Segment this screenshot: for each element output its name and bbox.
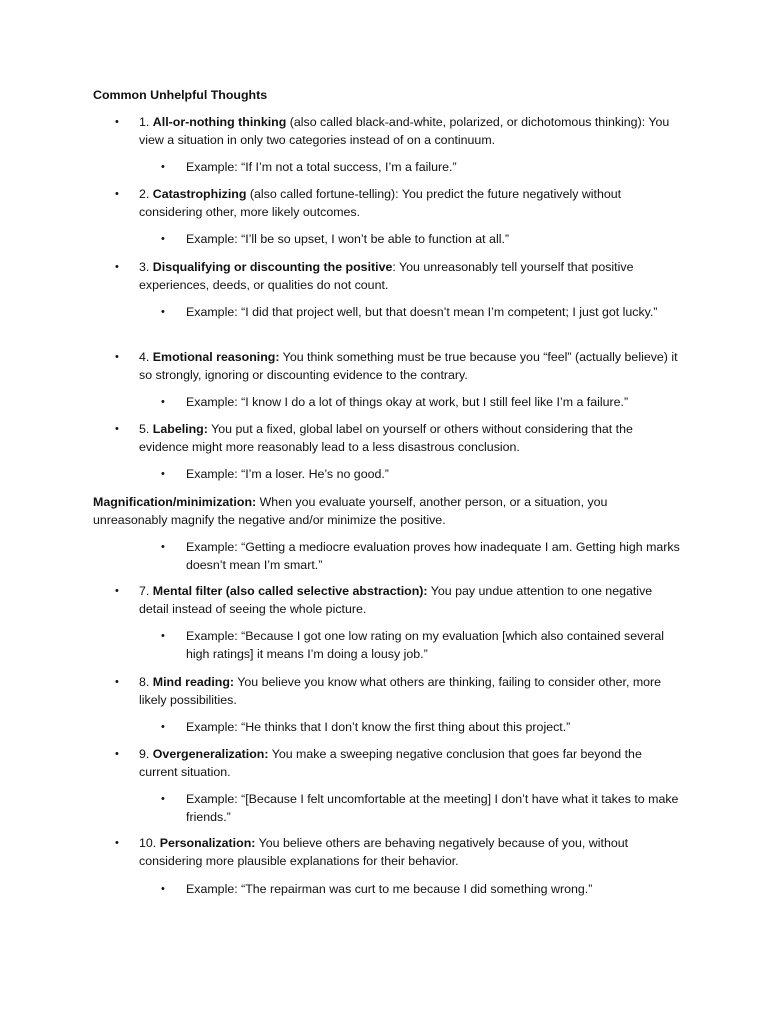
item-term: Personalization: [159, 836, 256, 850]
item-description: You believe others are behaving negatively because of you, without considering more plausible explanations for their behavior. [139, 836, 629, 868]
paragraph-description: When you evaluate yourself, another person, or a situation, you unreasonably magnify the negative and/or minimize the positive. [93, 495, 608, 527]
sub-bullet: • [161, 793, 165, 805]
sub-bullet: • [161, 233, 165, 245]
example-text: Example: “If I’m not a total success, I’m a failure.” [186, 160, 457, 174]
bullet: • [115, 351, 119, 363]
item-description: You think something must be true because you “feel” (actually believe) it so strongly, ignoring or discounting evidence to the contrary. [139, 350, 678, 382]
item-term: Emotional reasoning: [152, 350, 280, 364]
bullet: • [115, 676, 119, 688]
list-item [139, 186, 679, 221]
item-number: 10. [139, 836, 157, 850]
sub-bullet: • [161, 396, 165, 408]
list-item [139, 835, 679, 870]
item-term: Overgeneralization: [152, 747, 269, 761]
bullet: • [115, 837, 119, 849]
paragraph-term: Magnification/minimization: [93, 495, 257, 509]
document-title: Common Unhelpful Thoughts [93, 88, 268, 102]
item-number: 7. [139, 584, 150, 598]
item-number: 1. [139, 115, 150, 129]
list-item [139, 746, 679, 781]
item-term: Mind reading: [152, 675, 235, 689]
example-text: Example: “I’m a loser. He’s no good.” [186, 467, 389, 481]
item-description: You pay undue attention to one negative detail instead of seeing the whole picture. [139, 584, 653, 616]
sub-bullet: • [161, 161, 165, 173]
item-number: 9. [139, 747, 150, 761]
list-item [139, 583, 679, 618]
item-number: 8. [139, 675, 150, 689]
item-number: 3. [139, 260, 150, 274]
magnification-paragraph [93, 494, 663, 529]
bullet: • [115, 188, 119, 200]
sub-bullet: • [161, 721, 165, 733]
bullet: • [115, 261, 119, 273]
list-item [139, 259, 679, 294]
list-item [139, 674, 679, 709]
example-text: Example: “Getting a mediocre evaluation proves how inadequate I am. Getting high marks doesn’t mean I’m smart.” [186, 540, 680, 572]
sub-bullet: • [161, 468, 165, 480]
item-term: Mental filter (also called selective abstraction): [152, 584, 428, 598]
sub-bullet: • [161, 306, 165, 318]
sub-bullet: • [161, 883, 165, 895]
example-text: Example: “Because I got one low rating on my evaluation [which also contained several high ratings] it means I’m doing a lousy job.” [186, 629, 664, 661]
example-text: Example: “He thinks that I don’t know the first thing about this project.” [186, 720, 571, 734]
item-number: 4. [139, 350, 150, 364]
example-text: Example: “I did that project well, but that doesn’t mean I’m competent; I just got lucky.” [186, 305, 658, 319]
bullet: • [115, 116, 119, 128]
sub-bullet: • [161, 630, 165, 642]
bullet: • [115, 748, 119, 760]
item-term: Labeling: [152, 422, 208, 436]
bullet: • [115, 423, 119, 435]
item-description: You believe you know what others are thinking, failing to consider other, more likely possibilities. [139, 675, 662, 707]
example-text: Example: “The repairman was curt to me because I did something wrong.” [186, 882, 593, 896]
example-text: Example: “[Because I felt uncomfortable at the meeting] I don’t have what it takes to make friends.” [186, 792, 679, 824]
item-number: 5. [139, 422, 150, 436]
item-description: You make a sweeping negative conclusion that goes far beyond the current situation. [139, 747, 642, 779]
list-item [139, 114, 679, 149]
item-description: : You unreasonably tell yourself that positive experiences, deeds, or qualities do not count. [139, 260, 634, 292]
sub-bullet: • [161, 541, 165, 553]
item-description: (also called black-and-white, polarized, or dichotomous thinking): You view a situation in only two categories instead of on a continuum. [139, 115, 670, 147]
list-item [139, 349, 679, 384]
example-text: Example: “I know I do a lot of things okay at work, but I still feel like I’m a failure.” [186, 395, 629, 409]
example-text: Example: “I’ll be so upset, I won’t be able to function at all.” [186, 232, 510, 246]
item-number: 2. [139, 187, 150, 201]
item-term: Catastrophizing [152, 187, 247, 201]
item-description: (also called fortune-telling): You predict the future negatively without considering other, more likely outcomes. [139, 187, 622, 219]
item-term: Disqualifying or discounting the positive [152, 260, 393, 274]
item-description: You put a fixed, global label on yourself or others without considering that the evidence might more reasonably lead to a less disastrous conclusion. [139, 422, 633, 454]
bullet: • [115, 585, 119, 597]
list-item [139, 421, 679, 456]
item-term: All-or-nothing thinking [152, 115, 287, 129]
